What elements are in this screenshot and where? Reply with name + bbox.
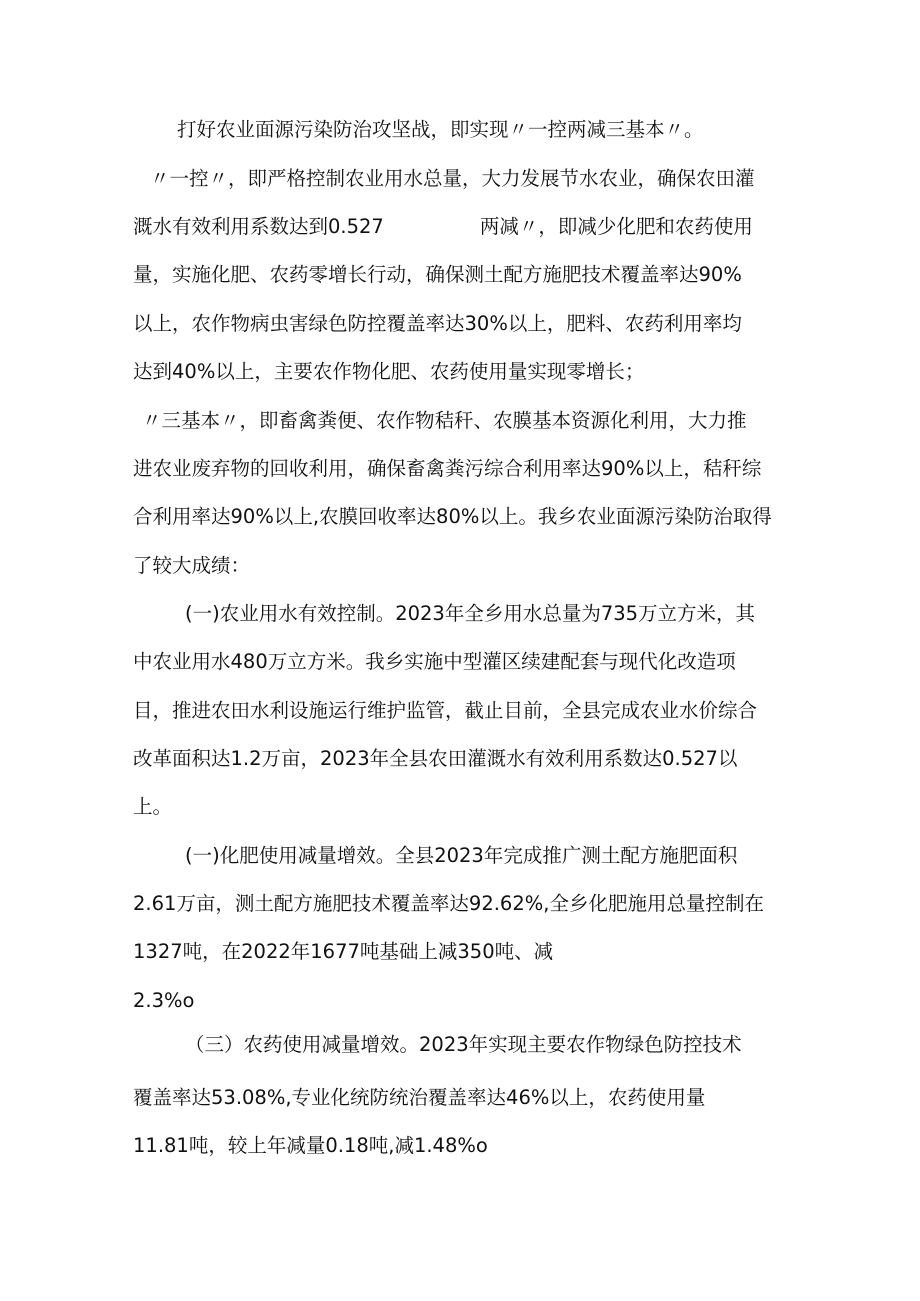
section-heading-line: (一)化肥使用减量增效。全县2023年完成推广测土配方施肥面积: [185, 844, 738, 867]
paragraph-line: 量，实施化肥、农药零增长行动，确保测土配方施肥技术覆盖率达90%: [133, 263, 742, 286]
paragraph-line: 以上，农作物病虫害绿色防控覆盖率达30%以上，肥料、农药利用率均: [133, 312, 742, 335]
text-fragment: 溉水有效利用系数达到0.527: [133, 215, 384, 238]
paragraph-line: 1327吨，在2022年1677吨基础上减350吨、减: [133, 940, 554, 963]
paragraph-line: 上。: [133, 795, 173, 818]
paragraph-line: 11.81吨，较上年减量0.18吨,减1.48%o: [133, 1134, 488, 1157]
paragraph-line: 〃三基本〃，即畜禽粪便、农作物秸秆、农膜基本资源化利用，大力推: [142, 409, 747, 432]
paragraph-line: 2.61万亩，测土配方施肥技术覆盖率达92.62%,全乡化肥施用总量控制在: [133, 892, 764, 915]
paragraph-line: 中农业用水480万立方米。我乡实施中型灌区续建配套与现代化改造项: [133, 650, 736, 673]
paragraph-line: 改革面积达1.2万亩，2023年全县农田灌溉水有效利用系数达0.527以: [133, 747, 738, 770]
paragraph-line: [133, 203, 753, 251]
paragraph-intro-line: 打好农业面源污染防治攻坚战，即实现〃一控两减三基本〃。: [177, 118, 704, 141]
paragraph-line: 覆盖率达53.08%,专业化统防统治覆盖率达46%以上，农药使用量: [133, 1086, 706, 1109]
paragraph-line: 2.3%o: [133, 989, 195, 1012]
paragraph-line: 了较大成绩：: [133, 554, 251, 577]
text-fragment: 两减〃，即减少化肥和农药使用: [479, 215, 753, 238]
section-heading-line: （三）农药使用减量增效。2023年实现主要农作物绿色防控技术: [185, 1033, 742, 1056]
paragraph-line: 进农业废弃物的回收利用，确保畜禽粪污综合利用率达90%以上，秸秆综: [133, 457, 762, 480]
paragraph-line: 目，推进农田水利设施运行维护监管，截止目前，全县完成农业水价综合: [133, 699, 758, 722]
paragraph-line: 合利用率达90%以上,农膜回收率达80%以上。我乡农业面源污染防治取得: [133, 505, 772, 528]
section-heading-line: (一)农业用水有效控制。2023年全乡用水总量为735万立方米，其: [185, 602, 756, 625]
paragraph-line: 达到40%以上，主要农作物化肥、农药使用量实现零增长；: [133, 360, 645, 383]
paragraph-line: 〃一控〃，即严格控制农业用水总量，大力发展节水农业，确保农田灌: [150, 167, 755, 190]
